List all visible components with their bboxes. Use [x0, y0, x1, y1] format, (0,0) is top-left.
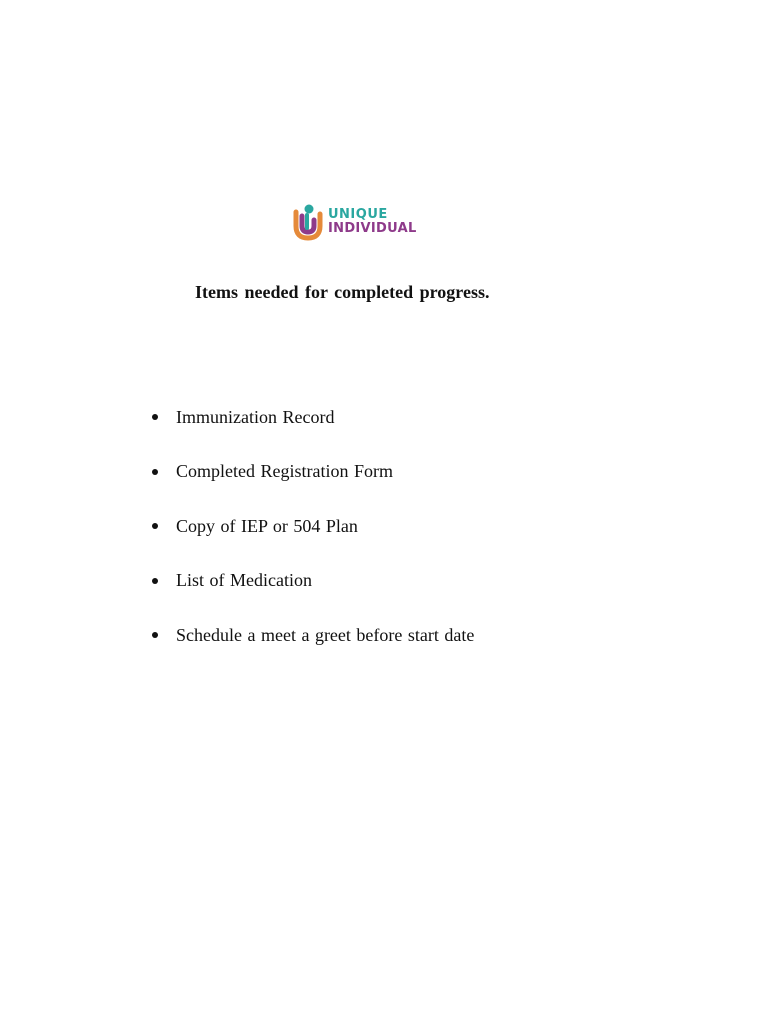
list-item	[152, 499, 474, 554]
list-item-label: Schedule a meet a greet before start date	[176, 624, 475, 645]
list-item	[152, 554, 474, 609]
logo-text-line1: UNIQUE	[328, 207, 388, 222]
unique-individual-logo	[292, 200, 427, 244]
list-item-label: Immunization Record	[176, 406, 335, 427]
bullet-icon	[152, 578, 158, 584]
list-item	[152, 445, 474, 500]
logo-mark-icon	[292, 202, 324, 242]
list-item-label: Copy of IEP or 504 Plan	[176, 515, 358, 536]
logo-text-line2: INDIVIDUAL	[328, 221, 417, 236]
page-heading: Items needed for completed progress.	[195, 282, 490, 302]
requirements-list	[152, 390, 474, 663]
bullet-icon	[152, 469, 158, 475]
list-item-label: List of Medication	[176, 570, 312, 591]
bullet-icon	[152, 414, 158, 420]
list-item-label: Completed Registration Form	[176, 461, 393, 482]
list-item	[152, 608, 474, 663]
bullet-icon	[152, 523, 158, 529]
list-item	[152, 390, 474, 445]
bullet-icon	[152, 632, 158, 638]
